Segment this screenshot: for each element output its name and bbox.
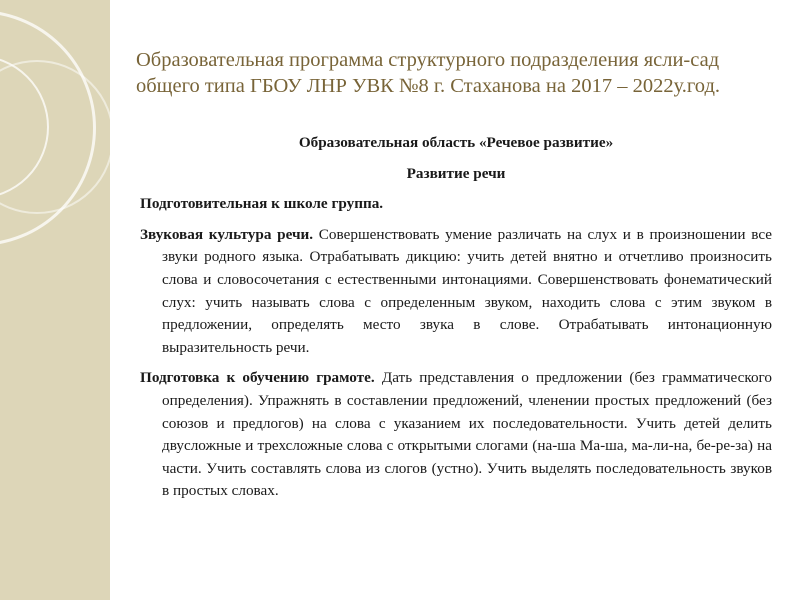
decorative-side-band: [0, 0, 110, 600]
paragraph-text: Совершенствовать умение различать на слух и в произношении все звуки родного языка. Отрабатывать дикцию: учить детей внятно и отчетливо произносить слова и словосочетания с естественными интонациями. Совершенствовать фонематический слух: учить называть слова с определенным звуком, находить слова с этим звуком в предложении, определять место звука в слове. Отрабатывать интонационную выразительность речи.: [162, 225, 772, 356]
paragraph-lead: Подготовка к обучению грамоте.: [140, 369, 375, 387]
area-heading: Образовательная область «Речевое развитие»: [298, 134, 614, 151]
slide-title-line-2: общего типа ГБОУ ЛНР УВК №8 г. Стаханова на 2017 – 2022у.год.: [136, 75, 721, 97]
group-heading: Подготовительная к школе группа.: [140, 195, 384, 213]
slide-title: [136, 47, 776, 99]
slide-body: [140, 132, 772, 511]
slide-title-line-1: Образовательная программа структурного подразделения ясли-сад: [136, 49, 720, 71]
paragraph-text: Дать представления о предложении (без грамматического определения). Упражнять в составлении предложений, членении простых предложений (без союзов и предлогов) на слова с указанием их последовательности. Учить детей делить двусложные и трехсложные слова с открытыми слогами (на-ша Ма-ша, ма-ли-на, бе-ре-за) на части. Учить составлять слова из слогов (устно). Учить выделять последовательность звуков в простых словах.: [162, 369, 772, 500]
paragraph-sound-culture: [140, 224, 772, 360]
decorative-ring-icon: [0, 60, 110, 214]
section-heading: Развитие речи: [406, 164, 506, 182]
paragraph-lead: Звуковая культура речи.: [140, 225, 314, 243]
paragraph-literacy-prep: [140, 367, 772, 503]
